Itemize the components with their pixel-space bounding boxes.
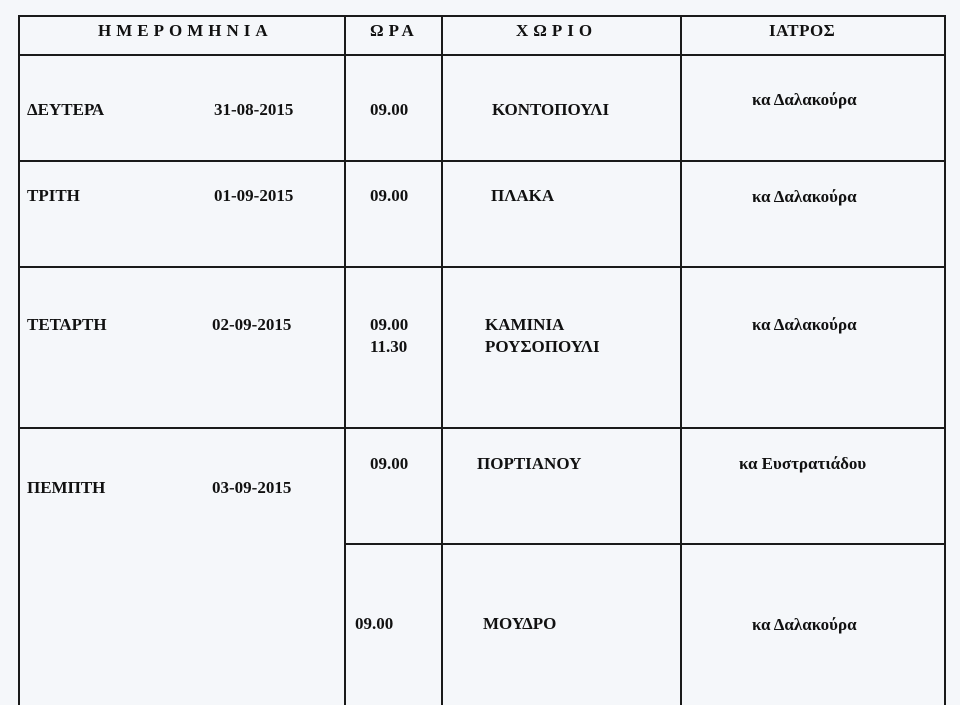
row1-time: 09.00 — [370, 100, 409, 119]
row3-village-1: ΚΑΜΙΝΙΑ — [485, 315, 565, 334]
header-village: ΧΩΡΙΟ — [516, 21, 598, 40]
row3-time-1: 09.00 — [370, 315, 409, 334]
table-rule-col-doctor — [680, 15, 682, 705]
row1-day: ΔΕΥΤΕΡΑ — [27, 100, 105, 119]
row4b-time: 09.00 — [355, 614, 394, 633]
header-doctor: ΙΑΤΡΟΣ — [769, 21, 836, 40]
header-time: ΩΡΑ — [370, 21, 419, 40]
header-date: ΗΜΕΡΟΜΗΝΙΑ — [98, 21, 273, 40]
row4b-village: ΜΟΥΔΡΟ — [483, 614, 557, 633]
row2-day: ΤΡΙΤΗ — [27, 186, 80, 205]
row1-date: 31-08-2015 — [214, 100, 294, 119]
table-border-left — [18, 15, 20, 705]
row1-doctor: κα Δαλακούρα — [752, 90, 857, 109]
table-border-top — [18, 15, 946, 17]
row2-village: ΠΛΑΚΑ — [491, 186, 555, 205]
row3-village-2: ΡΟΥΣΟΠΟΥΛΙ — [485, 337, 600, 356]
row3-date: 02-09-2015 — [212, 315, 292, 334]
row3-time-2: 11.30 — [370, 337, 408, 356]
table-rule-row2 — [18, 266, 946, 268]
table-rule-col-time — [344, 15, 346, 705]
table-rule-col-village — [441, 15, 443, 705]
table-rule-row1 — [18, 160, 946, 162]
row4b-doctor: κα Δαλακούρα — [752, 615, 857, 634]
table-rule-subrow — [344, 543, 946, 545]
row2-doctor: κα Δαλακούρα — [752, 187, 857, 206]
row4-date: 03-09-2015 — [212, 478, 292, 497]
row4a-time: 09.00 — [370, 454, 409, 473]
row4-day: ΠΕΜΠΤΗ — [27, 478, 106, 497]
row4a-village: ΠΟΡΤΙΑΝΟΥ — [477, 454, 582, 473]
row2-date: 01-09-2015 — [214, 186, 294, 205]
table-border-right — [944, 15, 946, 705]
row3-day: ΤΕΤΑΡΤΗ — [27, 315, 107, 334]
table-rule-header — [18, 54, 946, 56]
row3-doctor: κα Δαλακούρα — [752, 315, 857, 334]
table-rule-row3 — [18, 427, 946, 429]
row2-time: 09.00 — [370, 186, 409, 205]
row1-village: ΚΟΝΤΟΠΟΥΛΙ — [492, 100, 610, 119]
row4a-doctor: κα Ευστρατιάδου — [739, 454, 867, 473]
